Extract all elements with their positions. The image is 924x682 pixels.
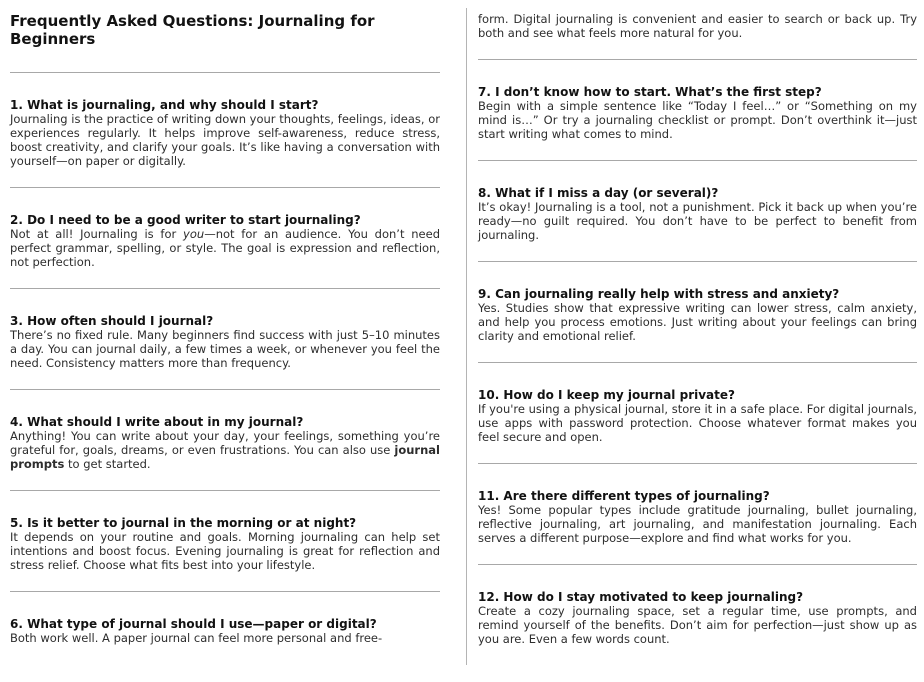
section-divider bbox=[10, 591, 440, 592]
faq-item-3 bbox=[10, 314, 440, 370]
faq-item-9 bbox=[478, 287, 917, 343]
faq-answer-5: It depends on your routine and goals. Morning journaling can help set intentions and boost focus. Evening journaling is great for reflection and stress relief. Choose what fits best into your lifestyle. bbox=[10, 530, 440, 572]
faq-item-5 bbox=[10, 516, 440, 572]
faq-question-1: 1. What is journaling, and why should I start? bbox=[10, 98, 319, 112]
faq-item-8 bbox=[478, 186, 917, 242]
faq-answer-8: It’s okay! Journaling is a tool, not a punishment. Pick it back up when you’re ready—no guilt required. You don’t have to be perfect to benefit from journaling. bbox=[478, 200, 917, 242]
faq-item-12 bbox=[478, 590, 917, 646]
faq-answer-10: If you're using a physical journal, store it in a safe place. For digital journals, use apps with password protection. Choose whatever format makes you feel secure and open. bbox=[478, 402, 917, 444]
faq-item-10 bbox=[478, 388, 917, 444]
section-divider bbox=[478, 160, 917, 161]
faq-item-1 bbox=[10, 98, 440, 168]
faq-answer-6: Both work well. A paper journal can feel more personal and free- bbox=[10, 631, 383, 645]
faq-answer-9: Yes. Studies show that expressive writing can lower stress, calm anxiety, and help you process emotions. Just writing about your feelings can bring clarity and emotional relief. bbox=[478, 301, 917, 343]
faq-answer-4 bbox=[10, 429, 440, 471]
faq-question-6: 6. What type of journal should I use—paper or digital? bbox=[10, 617, 377, 631]
faq-item-2 bbox=[10, 213, 440, 269]
faq-question-9: 9. Can journaling really help with stress and anxiety? bbox=[478, 287, 840, 301]
section-divider bbox=[478, 463, 917, 464]
answer-text: to get started. bbox=[64, 457, 151, 471]
faq-question-8: 8. What if I miss a day (or several)? bbox=[478, 186, 719, 200]
faq-question-10: 10. How do I keep my journal private? bbox=[478, 388, 735, 402]
faq-answer-2 bbox=[10, 227, 440, 269]
answer-bold: journal prompts bbox=[10, 443, 440, 471]
faq-question-7: 7. I don’t know how to start. What’s the first step? bbox=[478, 85, 822, 99]
faq-answer-12: Create a cozy journaling space, set a regular time, use prompts, and remind yourself of the benefits. Don’t aim for perfection—just show up as you are. Even a few words count. bbox=[478, 604, 917, 646]
answer-text: Not at all! Journaling is for bbox=[10, 227, 184, 241]
faq-item-11 bbox=[478, 489, 917, 545]
answer-text: —not for an audience. You don’t need perfect grammar, spelling, or style. The goal is expression and reflection, not perfection. bbox=[10, 227, 440, 269]
faq-answer-3: There’s no fixed rule. Many beginners find success with just 5–10 minutes a day. You can journal daily, a few times a week, or whenever you feel the need. Consistency matters more than frequency. bbox=[10, 328, 440, 370]
section-divider bbox=[478, 362, 917, 363]
faq-item-7 bbox=[478, 85, 917, 141]
right-column bbox=[467, 0, 924, 682]
section-divider bbox=[478, 261, 917, 262]
section-divider bbox=[10, 187, 440, 188]
section-divider bbox=[10, 490, 440, 491]
faq-question-5: 5. Is it better to journal in the morning or at night? bbox=[10, 516, 357, 530]
faq-answer-7: Begin with a simple sentence like “Today I feel…” or “Something on my mind is…” Or try a journaling checklist or prompt. Don’t overthink it—just start writing what comes to mind. bbox=[478, 99, 917, 141]
faq-answer-11: Yes! Some popular types include gratitude journaling, bullet journaling, reflective journaling, art journaling, and manifestation journaling. Each serves a different purpose—explore and find what works for you. bbox=[478, 503, 917, 545]
section-divider bbox=[10, 288, 440, 289]
document-title: Frequently Asked Questions: Journaling for Beginners bbox=[10, 12, 375, 48]
section-divider bbox=[478, 564, 917, 565]
faq-item-4 bbox=[10, 415, 440, 471]
section-divider bbox=[10, 389, 440, 390]
answer-text: Anything! You can write about your day, your feelings, something you’re grateful for, goals, dreams, or even frustrations. You can also use bbox=[10, 429, 440, 457]
faq-answer-1: Journaling is the practice of writing down your thoughts, feelings, ideas, or experiences regularly. It helps improve self-awareness, reduce stress, boost creativity, and clarify your goals. It’s like having a conversation with yourself—on paper or digitally. bbox=[10, 112, 440, 168]
faq-question-11: 11. Are there different types of journaling? bbox=[478, 489, 770, 503]
faq-question-4: 4. What should I write about in my journal? bbox=[10, 415, 304, 429]
faq-question-12: 12. How do I stay motivated to keep journaling? bbox=[478, 590, 804, 604]
section-divider bbox=[478, 59, 917, 60]
title-divider bbox=[10, 72, 440, 73]
faq-item-6 bbox=[10, 617, 440, 645]
faq-answer-6-continuation: form. Digital journaling is convenient and easier to search or back up. Try both and see what feels more natural for you. bbox=[478, 12, 917, 40]
faq-question-3: 3. How often should I journal? bbox=[10, 314, 214, 328]
answer-emphasis: you bbox=[183, 227, 205, 241]
faq-question-2: 2. Do I need to be a good writer to start journaling? bbox=[10, 213, 361, 227]
